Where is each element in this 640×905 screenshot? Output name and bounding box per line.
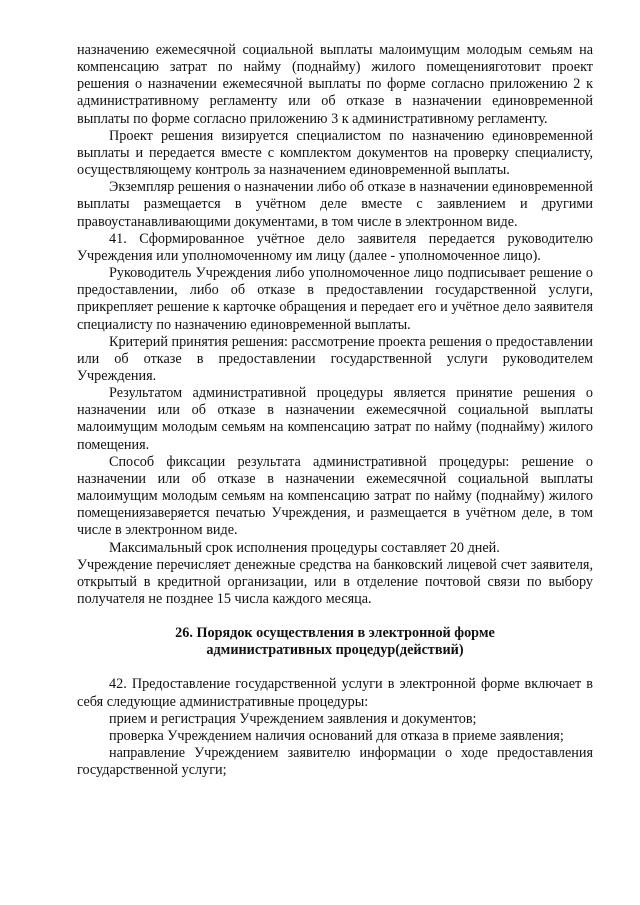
spacer xyxy=(77,659,593,676)
paragraph-director-signs: Руководитель Учреждения либо уполномоченное лицо подписывает решение о предоставлении, либо об отказе в предоставлении государственной услуги, прикрепляет решение к карточке обращения и передает его и учётное дело заявителя специалисту по назначению единовременной выплаты. xyxy=(77,265,593,333)
paragraph-decision-criterion: Критерий принятия решения: рассмотрение проекта решения о предоставлении или об отказе в предоставлении государственной услуги руководителем Учреждения. xyxy=(77,333,593,384)
paragraph-draft-endorsement: Проект решения визируется специалистом по назначению единовременной выплаты и передается вместе с комплектом документов на проверку специалисту, осуществляющему контроль за назначением единовременной выплаты. xyxy=(77,127,593,179)
paragraph-procedure-result: Результатом административной процедуры является принятие решения о назначении или об отказе в назначении ежемесячной социальной выплаты малоимущим молодым семьям на компенсацию затрат по найму (поднайму) жилого помещения. xyxy=(77,385,593,453)
section-heading-line-1: 26. Порядок осуществления в электронной форме xyxy=(175,625,495,642)
list-item-verification: проверка Учреждением наличия оснований для отказа в приеме заявления; xyxy=(109,727,564,744)
section-heading-line-2: административных процедур(действий) xyxy=(206,642,464,659)
paragraph-funds-transfer: Учреждение перечисляет денежные средства на банковский лицевой счет заявителя, открытый в кредитной организации, или в отделение почтовой связи по выбору получателя не позднее 15 числа каждого месяца. xyxy=(77,556,593,607)
paragraph-item-42: 42. Предоставление государственной услуги в электронной форме включает в себя следующие административные процедуры: xyxy=(77,676,593,710)
paragraph-continuation: назначению ежемесячной социальной выплаты малоимущим молодым семьям на компенсацию затрат по найму (поднайму) жилого помещенияготовит проект решения о назначении ежемесячной выплаты по форме согласно приложению 2 к административному регламенту или об отказе в назначении единовременной выплаты по форме согласно приложению 3 к административному регламенту. xyxy=(77,42,593,127)
list-item-information: направление Учреждением заявителю информации о ходе предоставления государственной услуги; xyxy=(77,745,593,779)
spacer xyxy=(77,608,593,625)
document-page xyxy=(77,42,593,779)
list-item-reception: прием и регистрация Учреждением заявления и документов; xyxy=(109,710,477,727)
paragraph-max-term: Максимальный срок исполнения процедуры составляет 20 дней. xyxy=(109,539,500,556)
paragraph-item-41: 41. Сформированное учётное дело заявителя передается руководителю Учреждения или уполномоченному им лицу (далее - уполномоченное лицо). xyxy=(77,230,593,264)
paragraph-fixation-method: Способ фиксации результата административной процедуры: решение о назначении или об отказе в назначении ежемесячной социальной выплаты малоимущим молодым семьям на компенсацию затрат по найму (поднайму) жилого помещениязаверяется печатью Учреждения, и размещается в учётном деле, в том числе в электронном виде. xyxy=(77,453,593,539)
paragraph-decision-copy: Экземпляр решения о назначении либо об отказе в назначении единовременной выплаты размещается в учётном деле вместе с заявлением и другими правоустанавливающими документами, в том числе в электронном виде. xyxy=(77,179,593,230)
